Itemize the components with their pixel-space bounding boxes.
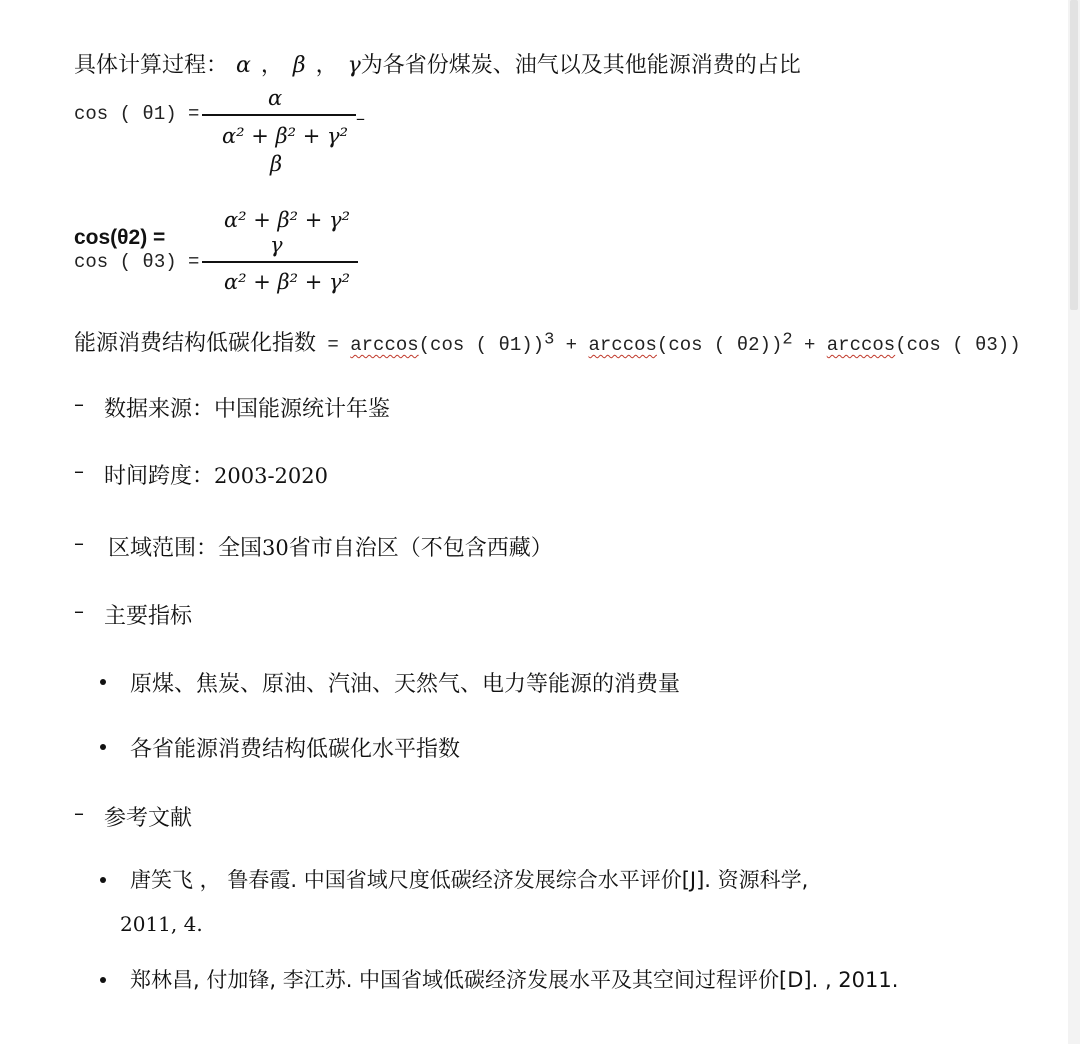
reference-2: 郑林昌, 付加锋, 李江苏. 中国省域低碳经济发展水平及其空间过程评价[D]. , 2011. [130, 968, 899, 992]
cos2-numerator: β [270, 152, 283, 176]
comma-1: ， [260, 53, 283, 78]
arccos-term-2-fn: arccos [588, 334, 657, 356]
reference-1-line-2: 2011, 4. [120, 912, 203, 936]
region-rest: 省市自治区（不包含西藏） [288, 536, 553, 561]
cos3-numerator: γ [270, 233, 283, 257]
cos2-label: cos(θ2) = [74, 226, 166, 249]
index-formula-line [74, 326, 1021, 357]
fraction-tail-mark: – [356, 108, 365, 129]
arccos-term-2-exp: 2 [782, 330, 793, 350]
fraction-line-3 [202, 261, 358, 263]
gamma-symbol: γ [347, 53, 361, 78]
arccos-term-1-arg: (cos ( θ1)) [418, 334, 545, 356]
references-title: 参考文献 [104, 806, 193, 831]
index-equals: = [316, 334, 351, 356]
indicator-item-2: 各省能源消费结构低碳化水平指数 [130, 737, 461, 762]
cos1-denominator: α² + β² + γ² [222, 124, 349, 148]
bullet-marker [100, 877, 106, 883]
timespan-value: 2003-2020 [214, 464, 328, 488]
region-label: 区域范围：全国 [108, 536, 263, 561]
alpha-symbol: α [236, 53, 251, 78]
arccos-term-3-fn: arccos [826, 334, 896, 356]
intro-line [74, 48, 801, 79]
dash-marker: – [74, 392, 84, 416]
cos3-label: cos ( θ3) = [74, 251, 200, 273]
fraction-line-1 [202, 114, 356, 116]
dash-marker: – [74, 459, 84, 483]
plus-1: + [554, 334, 589, 356]
vertical-scrollbar[interactable] [1068, 0, 1080, 1044]
intro-suffix: 为各省份煤炭、油气以及其他能源消费的占比 [360, 53, 801, 78]
timespan-label: 时间跨度： [104, 464, 215, 489]
reference-1-line-1: 唐笑飞 ， 鲁春霞. 中国省域尺度低碳经济发展综合水平评价[J]. 资源科学, [130, 868, 809, 892]
cos1-label: cos ( θ1) = [74, 103, 200, 125]
index-label: 能源消费结构低碳化指数 [74, 331, 317, 356]
scrollbar-thumb[interactable] [1070, 0, 1078, 310]
region-number: 30 [262, 536, 289, 560]
region-item [108, 531, 553, 562]
comma-2: ， [315, 53, 338, 78]
arccos-term-3-arg: (cos ( θ3)) [895, 334, 1021, 356]
arccos-term-2-arg: (cos ( θ2)) [656, 334, 783, 356]
cos1-numerator: α [268, 86, 283, 110]
bullet-marker [100, 744, 106, 750]
bullet-marker [100, 977, 106, 983]
dash-marker: – [74, 801, 84, 825]
cos3-denominator: α² + β² + γ² [224, 270, 351, 294]
beta-symbol: β [292, 53, 306, 78]
indicator-item-1: 原煤、焦炭、原油、汽油、天然气、电力等能源的消费量 [130, 672, 681, 697]
dash-marker: – [74, 531, 84, 555]
data-source-item: 数据来源：中国能源统计年鉴 [104, 397, 391, 422]
cos2-denominator: α² + β² + γ² [224, 208, 351, 232]
intro-prefix: 具体计算过程： [74, 53, 229, 78]
indicators-title: 主要指标 [104, 604, 193, 629]
dash-marker: – [74, 599, 84, 623]
arccos-term-1-fn: arccos [350, 334, 419, 356]
timespan-item [104, 459, 328, 490]
bullet-marker [100, 679, 106, 685]
plus-2: + [792, 334, 827, 356]
arccos-term-1-exp: 3 [544, 330, 555, 350]
